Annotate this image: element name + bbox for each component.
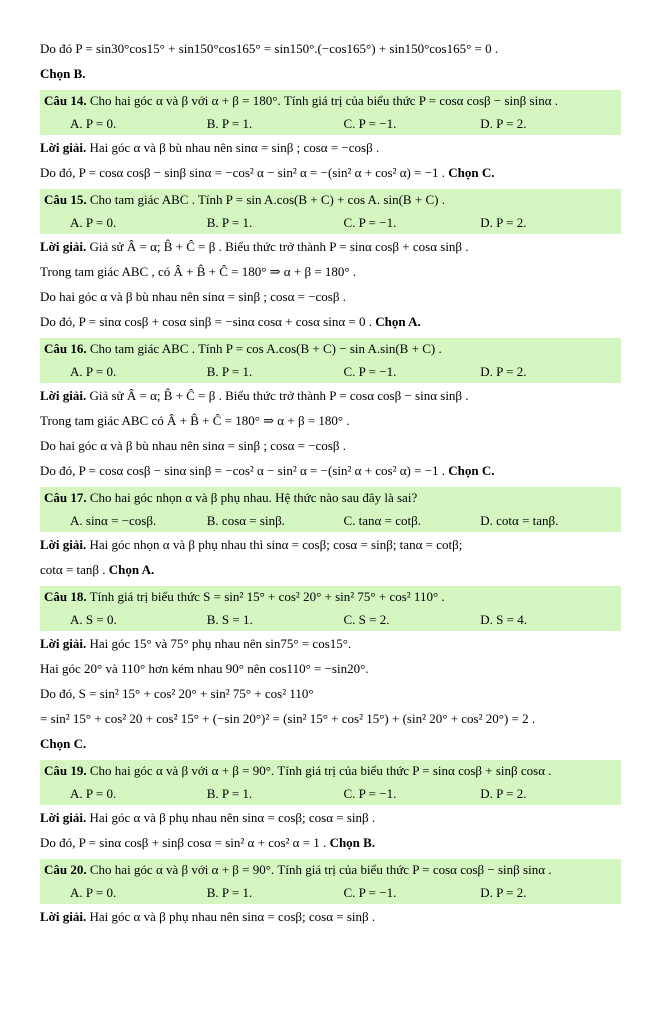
options bbox=[44, 611, 617, 629]
question-19 bbox=[40, 760, 621, 805]
option-a: A. sinα = −cosβ. bbox=[70, 513, 157, 528]
solution-text: Do hai góc α và β bù nhau nên sinα = sinβ ; cosα = −cosβ . bbox=[40, 289, 346, 304]
solution-text: Hai góc 20° và 110° hơn kém nhau 90° nên cos110° = −sin20°. bbox=[40, 661, 369, 676]
question-stem: Cho tam giác ABC . Tính P = sin A.cos(B + C) + cos A. sin(B + C) . bbox=[86, 192, 445, 207]
options bbox=[44, 363, 617, 381]
option-d: D. cotα = tanβ. bbox=[480, 513, 559, 528]
option-a: A. P = 0. bbox=[70, 215, 117, 230]
answer-choice: Chọn A. bbox=[375, 314, 421, 329]
answer-choice: Chọn C. bbox=[448, 165, 495, 180]
option-a: A. P = 0. bbox=[70, 786, 117, 801]
answer-choice: Chọn B. bbox=[40, 66, 86, 81]
solution-label: Lời giải. bbox=[40, 909, 87, 924]
option-a: A. P = 0. bbox=[70, 116, 117, 131]
option-d: D. P = 2. bbox=[480, 786, 527, 801]
question-stem: Cho hai góc α và β với α + β = 180°. Tính giá trị của biểu thức P = cosα cosβ − sinβ sinα . bbox=[89, 93, 559, 108]
option-b: B. P = 1. bbox=[206, 116, 253, 131]
options bbox=[44, 512, 617, 530]
solution-label: Lời giải. bbox=[40, 140, 87, 155]
question-label: Câu 20. bbox=[44, 862, 87, 877]
solution-text: cotα = tanβ . bbox=[40, 562, 109, 577]
solution-text: Do đó, P = sinα cosβ + cosα sinβ = −sinα cosα + cosα sinα = 0 . bbox=[40, 314, 376, 329]
answer-choice: Chọn C. bbox=[40, 736, 87, 751]
solution-text: = sin² 15° + cos² 20 + cos² 15° + (−sin 20°)² = (sin² 15° + cos² 15°) + (sin² 20° + cos² 20°) = 2 . bbox=[40, 711, 536, 726]
option-a: A. P = 0. bbox=[70, 885, 117, 900]
option-c: C. P = −1. bbox=[343, 786, 397, 801]
solution-text: Do đó, S = sin² 15° + cos² 20° + sin² 75° + cos² 110° bbox=[40, 686, 314, 701]
option-c: C. P = −1. bbox=[343, 885, 397, 900]
question-14 bbox=[40, 90, 621, 135]
option-d: D. P = 2. bbox=[480, 885, 527, 900]
solution-text: Do đó, P = cosα cosβ − sinβ sinα = −cos² α − sin² α = −(sin² α + cos² α) = −1 . bbox=[40, 165, 449, 180]
option-a: A. S = 0. bbox=[70, 612, 117, 627]
solution-text: Hai góc 15° và 75° phụ nhau nên sin75° = cos15°. bbox=[86, 636, 352, 651]
options bbox=[44, 884, 617, 902]
options bbox=[44, 115, 617, 133]
solution-text: Hai góc nhọn α và β phụ nhau thì sinα = cosβ; cosα = sinβ; tanα = cotβ; bbox=[86, 537, 463, 552]
option-c: C. S = 2. bbox=[343, 612, 390, 627]
solution-text: Hai góc α và β phụ nhau nên sinα = cosβ; cosα = sinβ . bbox=[86, 909, 376, 924]
option-b: B. P = 1. bbox=[206, 364, 253, 379]
text-line: Do đó P = sin30°cos15° + sin150°cos165° = sin150°.(−cos165°) + sin150°cos165° = 0 . bbox=[40, 41, 499, 56]
question-label: Câu 18. bbox=[44, 589, 87, 604]
question-16 bbox=[40, 338, 621, 383]
question-stem: Cho hai góc nhọn α và β phụ nhau. Hệ thức nào sau đây là sai? bbox=[86, 490, 418, 505]
solution-text: Do đó, P = sinα cosβ + sinβ cosα = sin² α + cos² α = 1 . bbox=[40, 835, 330, 850]
solution-text: Giả sử Â = α; B̂ + Ĉ = β . Biểu thức trở thành P = sinα cosβ + cosα sinβ . bbox=[86, 239, 469, 254]
solution-label: Lời giải. bbox=[40, 239, 87, 254]
solution-label: Lời giải. bbox=[40, 810, 87, 825]
option-d: D. S = 4. bbox=[480, 612, 527, 627]
question-label: Câu 19. bbox=[44, 763, 87, 778]
solution-text: Giả sử Â = α; B̂ + Ĉ = β . Biểu thức trở thành P = cosα cosβ − sinα sinβ . bbox=[86, 388, 469, 403]
option-b: B. P = 1. bbox=[206, 215, 253, 230]
solution-text: Hai góc α và β phụ nhau nên sinα = cosβ; cosα = sinβ . bbox=[86, 810, 376, 825]
question-20 bbox=[40, 859, 621, 904]
answer-choice: Chọn B. bbox=[329, 835, 376, 850]
question-stem: Cho tam giác ABC . Tính P = cos A.cos(B + C) − sin A.sin(B + C) . bbox=[86, 341, 442, 356]
question-15 bbox=[40, 189, 621, 234]
question-label: Câu 14. bbox=[44, 93, 87, 108]
solution-text: Do hai góc α và β bù nhau nên sinα = sinβ ; cosα = −cosβ . bbox=[40, 438, 346, 453]
answer-choice: Chọn C. bbox=[448, 463, 495, 478]
question-label: Câu 15. bbox=[44, 192, 87, 207]
option-b: B. P = 1. bbox=[206, 786, 253, 801]
solution-text: Do đó, P = cosα cosβ − sinα sinβ = −cos² α − sin² α = −(sin² α + cos² α) = −1 . bbox=[40, 463, 449, 478]
solution-label: Lời giải. bbox=[40, 537, 87, 552]
solution-text: Hai góc α và β bù nhau nên sinα = sinβ ; cosα = −cosβ . bbox=[86, 140, 380, 155]
options bbox=[44, 214, 617, 232]
option-c: C. tanα = cotβ. bbox=[343, 513, 421, 528]
question-stem: Cho hai góc α và β với α + β = 90°. Tính giá trị của biểu thức P = cosα cosβ − sinβ sinα . bbox=[86, 862, 552, 877]
question-stem: Cho hai góc α và β với α + β = 90°. Tính giá trị của biểu thức P = sinα cosβ + sinβ cosα . bbox=[86, 763, 552, 778]
option-d: D. P = 2. bbox=[480, 215, 527, 230]
option-b: B. S = 1. bbox=[206, 612, 253, 627]
solution-label: Lời giải. bbox=[40, 388, 87, 403]
question-stem: Tính giá trị biểu thức S = sin² 15° + cos² 20° + sin² 75° + cos² 110° . bbox=[86, 589, 445, 604]
option-b: B. cosα = sinβ. bbox=[206, 513, 285, 528]
option-c: C. P = −1. bbox=[343, 364, 397, 379]
option-c: C. P = −1. bbox=[343, 215, 397, 230]
solution-text: Trong tam giác ABC có Â + B̂ + Ĉ = 180° ⇒ α + β = 180° . bbox=[40, 413, 350, 428]
option-d: D. P = 2. bbox=[480, 364, 527, 379]
options bbox=[44, 785, 617, 803]
question-label: Câu 16. bbox=[44, 341, 87, 356]
question-18 bbox=[40, 586, 621, 631]
question-label: Câu 17. bbox=[44, 490, 87, 505]
option-a: A. P = 0. bbox=[70, 364, 117, 379]
question-17 bbox=[40, 487, 621, 532]
solution-text: Trong tam giác ABC , có Â + B̂ + Ĉ = 180° ⇒ α + β = 180° . bbox=[40, 264, 357, 279]
option-d: D. P = 2. bbox=[480, 116, 527, 131]
answer-choice: Chọn A. bbox=[108, 562, 155, 577]
document-page bbox=[40, 40, 621, 933]
option-b: B. P = 1. bbox=[206, 885, 253, 900]
solution-label: Lời giải. bbox=[40, 636, 87, 651]
option-c: C. P = −1. bbox=[343, 116, 397, 131]
